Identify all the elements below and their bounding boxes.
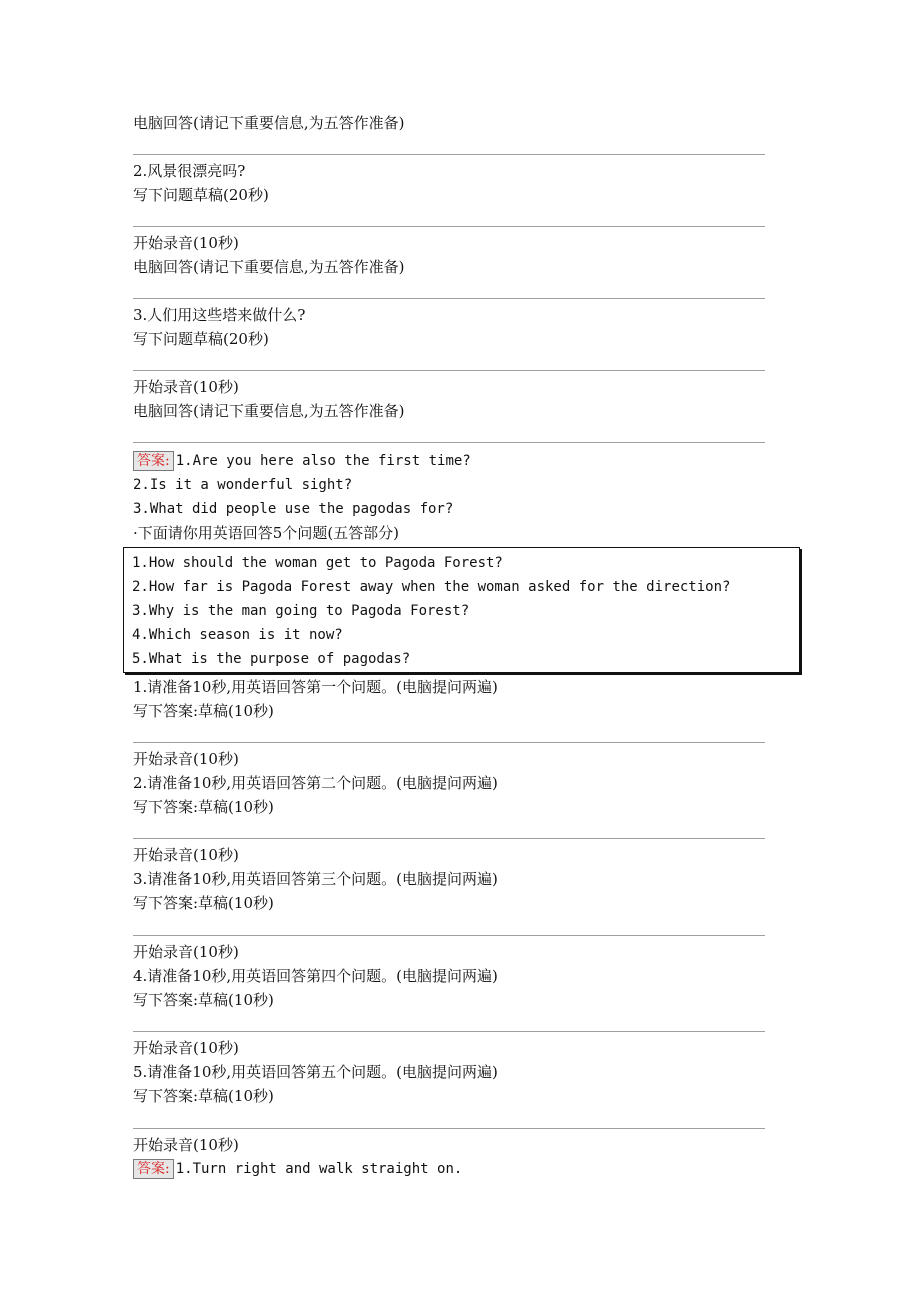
divider: [133, 1031, 765, 1032]
answer-step-draft: 写下答案:草稿(10秒): [133, 1087, 274, 1105]
question-3-cn: 3.人们用这些塔来做什么?: [133, 306, 306, 324]
answer-step-prompt: 3.请准备10秒,用英语回答第三个问题。(电脑提问两遍): [133, 870, 498, 888]
divider: [133, 226, 765, 227]
section-title: ·下面请你用英语回答5个问题(五答部分): [133, 524, 400, 542]
box-question-3: 3.Why is the man going to Pagoda Forest?: [132, 603, 470, 619]
question-box: [123, 547, 800, 673]
answer-step-prompt: 2.请准备10秒,用英语回答第二个问题。(电脑提问两遍): [133, 774, 498, 792]
answer-step-prompt: 4.请准备10秒,用英语回答第四个问题。(电脑提问两遍): [133, 967, 498, 985]
answer-row-1: [133, 450, 471, 472]
divider: [133, 935, 765, 936]
box-question-5: 5.What is the purpose of pagodas?: [132, 651, 411, 667]
record-instruction: 开始录音(10秒): [133, 378, 239, 396]
box-question-2: 2.How far is Pagoda Forest away when the woman asked for the direction?: [132, 579, 731, 595]
draft-instruction: 写下问题草稿(20秒): [133, 186, 269, 204]
answer-step-draft: 写下答案:草稿(10秒): [133, 894, 274, 912]
answer-step-draft: 写下答案:草稿(10秒): [133, 991, 274, 1009]
answer-row-2: 2.Is it a wonderful sight?: [133, 477, 353, 493]
answer-step-prompt: 1.请准备10秒,用英语回答第一个问题。(电脑提问两遍): [133, 678, 498, 696]
divider: [133, 838, 765, 839]
record-instruction: 开始录音(10秒): [133, 234, 239, 252]
answer-step-prompt: 5.请准备10秒,用英语回答第五个问题。(电脑提问两遍): [133, 1063, 498, 1081]
record-instruction: 开始录音(10秒): [133, 1136, 239, 1154]
record-instruction: 开始录音(10秒): [133, 750, 239, 768]
record-instruction: 开始录音(10秒): [133, 1039, 239, 1057]
computer-answer-note: 电脑回答(请记下重要信息,为五答作准备): [133, 402, 405, 420]
record-instruction: 开始录音(10秒): [133, 846, 239, 864]
question-2-cn: 2.风景很漂亮吗?: [133, 162, 246, 180]
answer-tag: 答案:: [133, 1159, 174, 1179]
divider: [133, 442, 765, 443]
box-question-1: 1.How should the woman get to Pagoda Forest?: [132, 555, 503, 571]
answer-row-3: 3.What did people use the pagodas for?: [133, 501, 454, 517]
record-instruction: 开始录音(10秒): [133, 943, 239, 961]
box-question-4: 4.Which season is it now?: [132, 627, 343, 643]
divider: [133, 154, 765, 155]
divider: [133, 298, 765, 299]
computer-answer-note: 电脑回答(请记下重要信息,为五答作准备): [133, 114, 405, 132]
divider: [133, 370, 765, 371]
answer-step-draft: 写下答案:草稿(10秒): [133, 702, 274, 720]
answer-tag: 答案:: [133, 451, 174, 471]
draft-instruction: 写下问题草稿(20秒): [133, 330, 269, 348]
divider: [133, 742, 765, 743]
answer-step-draft: 写下答案:草稿(10秒): [133, 798, 274, 816]
divider: [133, 1128, 765, 1129]
answer-text: 1.Are you here also the first time?: [175, 453, 471, 469]
computer-answer-note: 电脑回答(请记下重要信息,为五答作准备): [133, 258, 405, 276]
answer-text: 1.Turn right and walk straight on.: [175, 1161, 463, 1177]
answer-row-final: [133, 1158, 462, 1180]
